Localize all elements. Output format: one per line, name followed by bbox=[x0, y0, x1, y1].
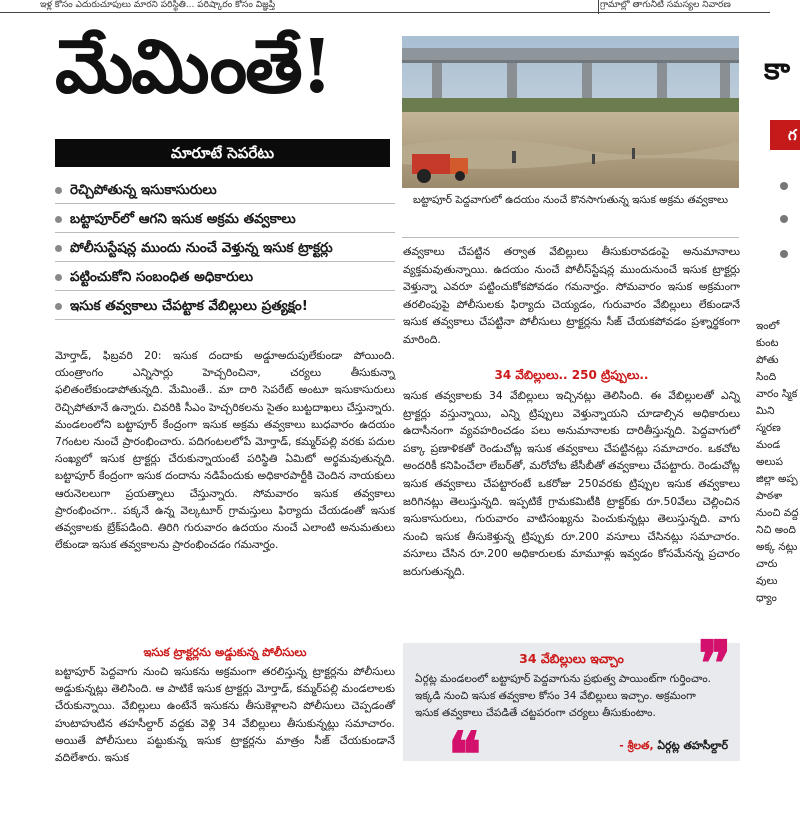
quote-signature bbox=[619, 739, 728, 755]
headline: మేమింతే! bbox=[55, 24, 332, 110]
bullet-icon bbox=[55, 274, 62, 281]
highlight-item bbox=[55, 237, 395, 262]
quote-author: - శ్రీలత, bbox=[619, 739, 654, 752]
subheadline-bar: మారూటే సెపరేటు bbox=[55, 139, 390, 167]
top-strip bbox=[0, 0, 800, 14]
open-quote-icon: ❝ bbox=[448, 718, 482, 791]
close-quote-icon: ❞ bbox=[698, 627, 732, 700]
highlight-text: పట్టించుకోని సంబంధిత అధికారులు bbox=[70, 269, 254, 285]
adjacent-article bbox=[756, 0, 800, 833]
highlights-list bbox=[55, 179, 395, 324]
bullet-icon bbox=[780, 215, 788, 223]
highlight-item bbox=[55, 208, 395, 233]
highlight-text: రెచ్చిపోతున్న ఇసుకాసురులు bbox=[70, 182, 217, 198]
highlight-item bbox=[55, 266, 395, 291]
riverbed-photo-image bbox=[402, 36, 739, 188]
photo-caption: బట్టాపూర్‌ పెద్దవాగులో ఉదయం నుంచే కొనసాగుతున్న ఇసుక అక్రమ తవ్వకాలు bbox=[412, 194, 729, 206]
bullet-icon bbox=[55, 245, 62, 252]
article-body-left-2: బట్టాపూర్‌ పెద్దవాగు నుంచి ఇసుకను అక్రమంగా తరలిస్తున్న ట్రాక్టర్లను పోలీసులు అడ్డుకున్నట్లు తెలిసింది. ఆ పాటికే ఇసుక ట్రాక్టర్లు మోర్తాడ్‌, కమ్మర్‌పల్లి మండలాలకు చేరుకున్నాయి. వేబిల్లులు ఉంటేనే ఇసుకను తీసుకెళ్లాలని పోలీసులు చెప్పడంతో హుటాహుటిన తహసీల్దార్‌ వద్దకు వెళ్లి 34 వేబిల్లులు తీసుకున్నట్లు సమాచారం. అయితే పోలీసులు పట్టుకున్న ఇసుక ట్రాక్టర్లను మాత్రం సీజ్‌ చేయకుండానే వదిలేశారు. ఇసుక bbox=[55, 665, 395, 765]
top-strip-left: ఇళ్ల కోసం ఎదురుచూపులు మారని పరిస్థితి... పరిష్కారం కోసం విజ్ఞప్తి bbox=[40, 0, 276, 10]
article-body-right-2: ఇసుక తవ్వకాలకు 34 వేబిల్లులు ఇచ్చినట్లు తెలిసింది. ఈ వేబిల్లులతో ఎన్ని ట్రాక్టర్లు వస్తున్నాయి, ఎన్ని ట్రిప్పులు వెళ్తున్నాయని చూడాల్సిన అధికారులు ఉదాసీనంగా వ్యవహరించడం పలు అనుమానాలకు దారితీస్తున్నది. పెద్దవాగులో పక్కా ప్రణాళికతో రెండుచోట్ల ఇసుక తవ్వకాలు చేపట్టినట్లు సమాచారం. ఒకచోట అందరికీ కనిపించేలా లేబర్‌తో, మరోచోట జేసీబీతో తవ్వకాలు చేపట్టారు. రెండుచోట్ల ఇసుక తవ్వకాలు చేపట్టారంటే ఒకరోజు 250వరకు ట్రిప్పుల ఇసుక తవ్వకాలు జరిగినట్లు తెలుస్తున్నది. ఇప్పటికే గ్రామకమిటీకి ట్రాక్టర్‌కు రూ.50వేలు చెల్లించిన ఇసుకాసురులు, గురువారం వాటిసంఖ్యను పెంచుకున్నట్లు తెలుస్తున్నది. వాగు నుంచి ఇసుక తీసుకెళ్తున్న ట్రిప్పుకు రూ.200 వసూలు చేసినట్లు సమాచారం. వసూలు చేసిన రూ.200 అధికారులకు మామూళ్లు ఇవ్వడం కోసమేనన్న ప్రచారం జరుగుతున్నది. bbox=[403, 389, 740, 578]
bullet-icon bbox=[780, 182, 788, 190]
adjacent-red-label: గ bbox=[770, 120, 800, 150]
adjacent-headline: కా bbox=[764, 52, 791, 87]
bullet-icon bbox=[55, 216, 62, 223]
quote-designation: ఏర్గట్ల తహసీల్దార్‌ bbox=[653, 739, 728, 752]
bullet-icon bbox=[55, 187, 62, 194]
quote-title: 34 వేబిల్లులు ఇచ్చాం bbox=[519, 651, 624, 666]
article-body-right: తవ్వకాలు చేపట్టిన తర్వాత వేబిల్లులు తీసుకురావడంపై అనుమానాలు వ్యక్తమవుతున్నాయి. ఉదయం నుంచే పోలీస్‌స్టేషన్ల ముందునుంచే ఇసుక ట్రాక్టర్లు వెళ్తున్నా ఎవరూ పట్టించుకోకపోవడం గమనార్హం. సోమవారం ఇసుక అక్రమంగా తరలింపుపై పోలీసులకు ఫిర్యాదు చెయ్యడం, గురువారం వేబిల్లులు లేకుండానే ఇసుక తవ్వకాలు చేపట్టినా పోలీసులు ట్రాక్టర్లను సీజ్‌ చేయకపోవడం ప్రశ్నార్థకంగా మారింది. bbox=[403, 245, 740, 346]
quote-text: ఏర్గట్ల మండలంలో బట్టాపూర్‌ పెద్దవాగును ప్రభుత్వ పాయింట్‌గా గుర్తించాం. ఇక్కడి నుంచి ఇసుక తవ్వకాల కోసం 34 వేబిల్లులు ఇచ్చాం. అక్రమంగా ఇసుక తవ్వకాలు చేపడితే చట్టపరంగా చర్యలు తీసుకుంటాం. bbox=[415, 673, 711, 719]
highlight-text: పోలీసుస్టేషన్ల ముందు నుంచే వెళ్తున్న ఇసుక ట్రాక్టర్లు bbox=[70, 240, 333, 256]
highlight-item bbox=[55, 295, 395, 320]
bullet-icon bbox=[55, 303, 62, 310]
news-photo bbox=[402, 36, 739, 188]
subheading-waybills: 34 వేబిల్లులు.. 250 ట్రిప్పులు.. bbox=[494, 368, 649, 382]
column-divider bbox=[598, 0, 599, 14]
highlight-text: బట్టాపూర్‌లో ఆగని ఇసుక అక్రమ తవ్వకాలు bbox=[70, 211, 296, 227]
bullet-icon bbox=[780, 250, 788, 258]
highlight-text: ఇసుక తవ్వకాలు చేపట్టాక వేబిల్లులు ప్రత్యక్షం! bbox=[70, 298, 308, 314]
article-body-left: మోర్తాడ్‌, ఫిబ్రవరి 20: ఇసుక దందాకు అడ్డూఅదుపులేకుండా పోయింది. యంత్రాంగం ఎన్నిసార్లు హెచ్చరించినా, చర్యలు తీసుకున్నా ఫలితంలేకుండాపోతున్నది. మేమింతే.. మా దారి సెపరేట్‌ అంటూ ఇసుకాసురులు రెచ్చిపోతూనే ఉన్నారు. చివరికి సీఎం హెచ్చరికలను సైతం బుట్టదాఖలు చేస్తున్నారు. మండలంలోని బట్టాపూర్‌ కేంద్రంగా ఇసుక అక్రమ తవ్వకాలు బుధవారం ఉదయం 7గంటల నుంచే ప్రారంభించారు. పదిగంటలలోపే మోర్తాడ్‌, కమ్మర్‌పల్లి వరకు పదుల సంఖ్యలో ఇసుక ట్రాక్టర్లు చేరుకున్నాయంటే పరిస్థితి ఏమిటో అర్థమవుతున్నది. బట్టాపూర్‌ కేంద్రంగా ఇసుక దందాను నడిపేందుకు అధికారపార్టీకి చెందిన నాయకులు ఆరునెలలుగా ప్రయత్నాలు చేస్తున్నారు. సోమవారం ఇసుక తవ్వకాలు ప్రారంభించగా.. పక్కనే ఉన్న వెల్కటూర్‌ గ్రామస్తులు ఫిర్యాదు చేయడంతో ఇసుక తవ్వకాలకు బ్రేక్‌పడింది. తిరిగి గురువారం ఉదయం నుంచే ఎలాంటి అనుమతులు లేకుండా ఇసుక తవ్వకాలను ప్రారంభించడం గమనార్హం. bbox=[55, 349, 395, 552]
caption-divider bbox=[402, 237, 739, 238]
top-rule bbox=[0, 12, 770, 13]
subheading-police: ఇసుక ట్రాక్టర్లను అడ్డుకున్న పోలీసులు bbox=[143, 645, 307, 659]
adjacent-body: ఇంలో కుంట పోతు సింది వారం స్మిక మిని స్మరణ మండ అలుప జిల్లా అప్ప పాఠశా నుంచి వద్ద నిచి అంది అక్క నట్లు చారు వులు ధ్యాం bbox=[756, 320, 799, 604]
highlight-item bbox=[55, 179, 395, 204]
top-strip-right: గ్రామాల్లో తాగునీటి సమస్యల నివారణ bbox=[600, 0, 731, 10]
